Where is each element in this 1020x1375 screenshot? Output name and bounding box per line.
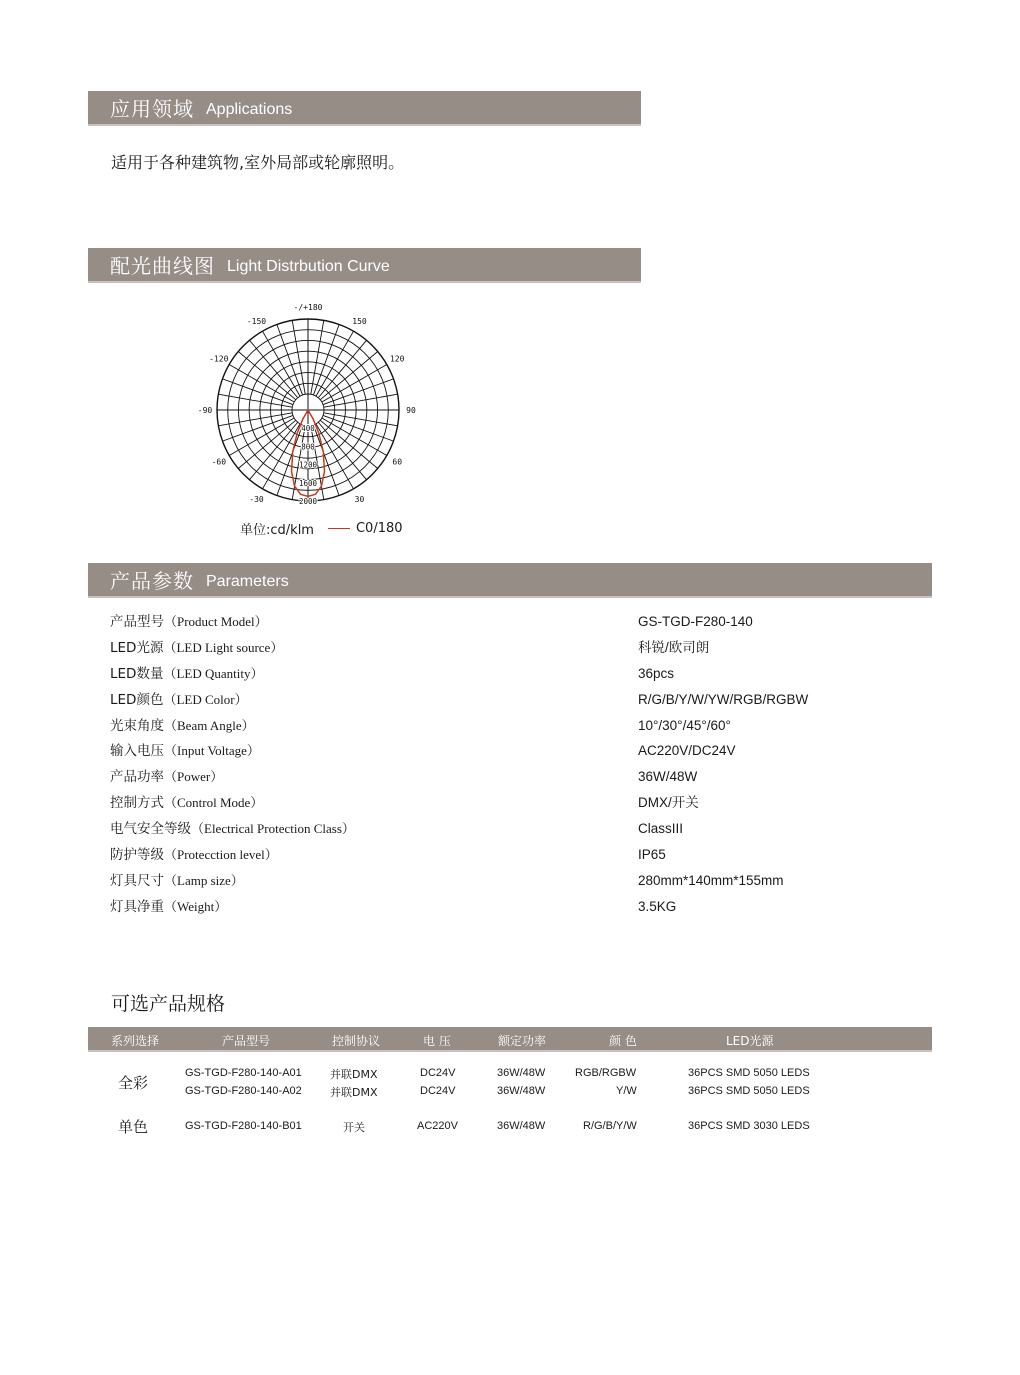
row-color: RGB/RGBW <box>575 1067 637 1079</box>
param-row <box>110 764 910 790</box>
param-name-en: （LED Quantity） <box>163 665 264 681</box>
param-row <box>110 894 910 920</box>
polar-angle-label: -90 <box>197 406 213 415</box>
param-name: 输入电压 <box>110 743 164 760</box>
param-name-en: （Product Model） <box>164 614 268 629</box>
row-model: GS-TGD-F280-140-A02 <box>185 1085 302 1097</box>
curve-title-en: Light Distrbution Curve <box>227 257 390 275</box>
curve-title-zh: 配光曲线图 <box>110 254 215 278</box>
polar-radial-label: 400 <box>301 424 315 434</box>
param-name: LED光源 <box>110 639 164 656</box>
options-title: 可选产品规格 <box>111 993 226 1015</box>
series-fullcolor: 全彩 <box>118 1074 149 1092</box>
param-value: 280mm*140mm*155mm <box>638 872 784 888</box>
param-name: LED数量 <box>110 665 164 682</box>
polar-angle-label: 30 <box>354 495 365 505</box>
polar-radial-label: 2000 <box>298 497 318 506</box>
row-led: 36PCS SMD 5050 LEDS <box>688 1085 810 1097</box>
param-name: 控制方式 <box>110 795 164 812</box>
param-name-en: （Input Voltage） <box>164 743 260 759</box>
row-power: 36W/48W <box>497 1120 546 1132</box>
polar-angle-label: 60 <box>392 457 403 467</box>
row-control: 并联DMX <box>330 1086 378 1099</box>
polar-angle-label: -60 <box>211 457 227 467</box>
param-name: 防护等级 <box>110 847 164 864</box>
param-name-en: （Power） <box>164 769 224 785</box>
polar-angle-label: 90 <box>406 406 416 415</box>
col-series: 系列选择 <box>111 1034 160 1048</box>
col-color: 颜 色 <box>609 1034 637 1048</box>
col-model: 产品型号 <box>222 1034 271 1048</box>
polar-angle-label: -/+180 <box>293 303 323 312</box>
param-value: 科锐/欧司朗 <box>638 639 710 655</box>
curve-header <box>88 248 641 283</box>
row-color: Y/W <box>616 1085 637 1097</box>
polar-spoke <box>238 352 295 400</box>
param-value: 36W/48W <box>638 769 698 785</box>
row-control: 并联DMX <box>330 1068 378 1081</box>
polar-spoke <box>318 422 366 479</box>
params-header <box>88 563 932 598</box>
polar-spoke <box>250 422 298 479</box>
row-voltage: DC24V <box>420 1085 456 1097</box>
param-row <box>110 842 910 868</box>
params-title-zh: 产品参数 <box>110 569 194 593</box>
row-color: R/G/B/Y/W <box>583 1120 637 1132</box>
legend-line-c0 <box>328 528 350 529</box>
polar-radial-label: 1600 <box>298 478 318 488</box>
polar-spoke <box>320 420 377 468</box>
polar-angle-label: -150 <box>246 316 267 326</box>
param-value: 10°/30°/45°/60° <box>638 717 731 733</box>
applications-header <box>88 91 641 126</box>
param-row <box>110 609 910 635</box>
param-name: 灯具尺寸 <box>110 872 164 889</box>
row-voltage: DC24V <box>420 1067 456 1079</box>
param-row <box>110 713 910 739</box>
row-led: 36PCS SMD 5050 LEDS <box>688 1067 810 1079</box>
applications-title-zh: 应用领域 <box>110 97 194 121</box>
param-row <box>110 868 910 894</box>
param-row <box>110 687 910 713</box>
param-name-en: （Beam Angle） <box>164 717 255 733</box>
polar-radial-label: 800 <box>301 442 315 452</box>
param-row <box>110 738 910 764</box>
param-name-en: （Weight） <box>164 898 228 914</box>
param-name: 光束角度 <box>110 717 164 734</box>
row-led: 36PCS SMD 3030 LEDS <box>688 1120 810 1132</box>
polar-spoke <box>320 352 377 400</box>
param-name: 灯具净重 <box>110 898 164 915</box>
param-row <box>110 790 910 816</box>
param-value: AC220V/DC24V <box>638 743 736 759</box>
polar-angle-label: 150 <box>352 316 367 326</box>
param-value: ClassIII <box>638 821 684 837</box>
param-name-en: （LED Color） <box>163 691 248 707</box>
row-power: 36W/48W <box>497 1067 546 1079</box>
params-title-en: Parameters <box>206 572 289 590</box>
unit-label: 单位:cd/klm <box>240 523 314 538</box>
param-value: 3.5KG <box>638 898 677 914</box>
polar-radial-label: 1200 <box>298 460 318 470</box>
polar-angle-label: -30 <box>249 495 264 505</box>
polar-angle-label: -120 <box>209 354 229 364</box>
parameters-list <box>110 609 910 920</box>
param-value: DMX/开关 <box>638 795 699 811</box>
chart-legend <box>240 519 403 538</box>
col-control: 控制协议 <box>332 1034 381 1048</box>
param-value: IP65 <box>638 847 666 863</box>
param-name-en: （Control Mode） <box>164 795 264 811</box>
param-value: 36pcs <box>638 665 675 681</box>
param-name-en: （Lamp size） <box>164 872 244 888</box>
row-power: 36W/48W <box>497 1085 546 1097</box>
param-name: 产品型号 <box>110 614 164 630</box>
param-value: R/G/B/Y/W/YW/RGB/RGBW <box>638 691 809 707</box>
param-value: GS-TGD-F280-140 <box>638 614 753 629</box>
polar-spoke <box>238 420 295 468</box>
polar-spoke <box>250 340 298 397</box>
param-name: LED颜色 <box>110 691 164 708</box>
param-name: 产品功率 <box>110 769 164 786</box>
col-power: 额定功率 <box>498 1034 547 1048</box>
polar-angle-label: 120 <box>389 354 405 364</box>
row-model: GS-TGD-F280-140-A01 <box>185 1067 302 1079</box>
polar-spoke <box>318 340 366 397</box>
col-led: LED光源 <box>726 1034 774 1048</box>
polar-chart <box>190 300 430 515</box>
applications-text: 适用于各种建筑物,室外局部或轮廓照明。 <box>111 153 405 172</box>
series-mono: 单色 <box>118 1118 149 1136</box>
row-control: 开关 <box>343 1121 365 1134</box>
param-name-en: （Electrical Protection Class） <box>191 821 355 837</box>
row-voltage: AC220V <box>417 1120 458 1132</box>
param-name-en: （Protecction level） <box>164 847 278 863</box>
param-row <box>110 635 910 661</box>
options-table-header <box>88 1027 932 1052</box>
param-row <box>110 816 910 842</box>
applications-title-en: Applications <box>206 100 293 118</box>
col-voltage: 电 压 <box>423 1034 451 1048</box>
row-model: GS-TGD-F280-140-B01 <box>185 1120 302 1132</box>
param-row <box>110 661 910 687</box>
legend-label-c0: C0/180 <box>355 521 403 536</box>
param-name-en: （LED Light source） <box>163 639 284 655</box>
param-name: 电气安全等级 <box>110 821 191 838</box>
